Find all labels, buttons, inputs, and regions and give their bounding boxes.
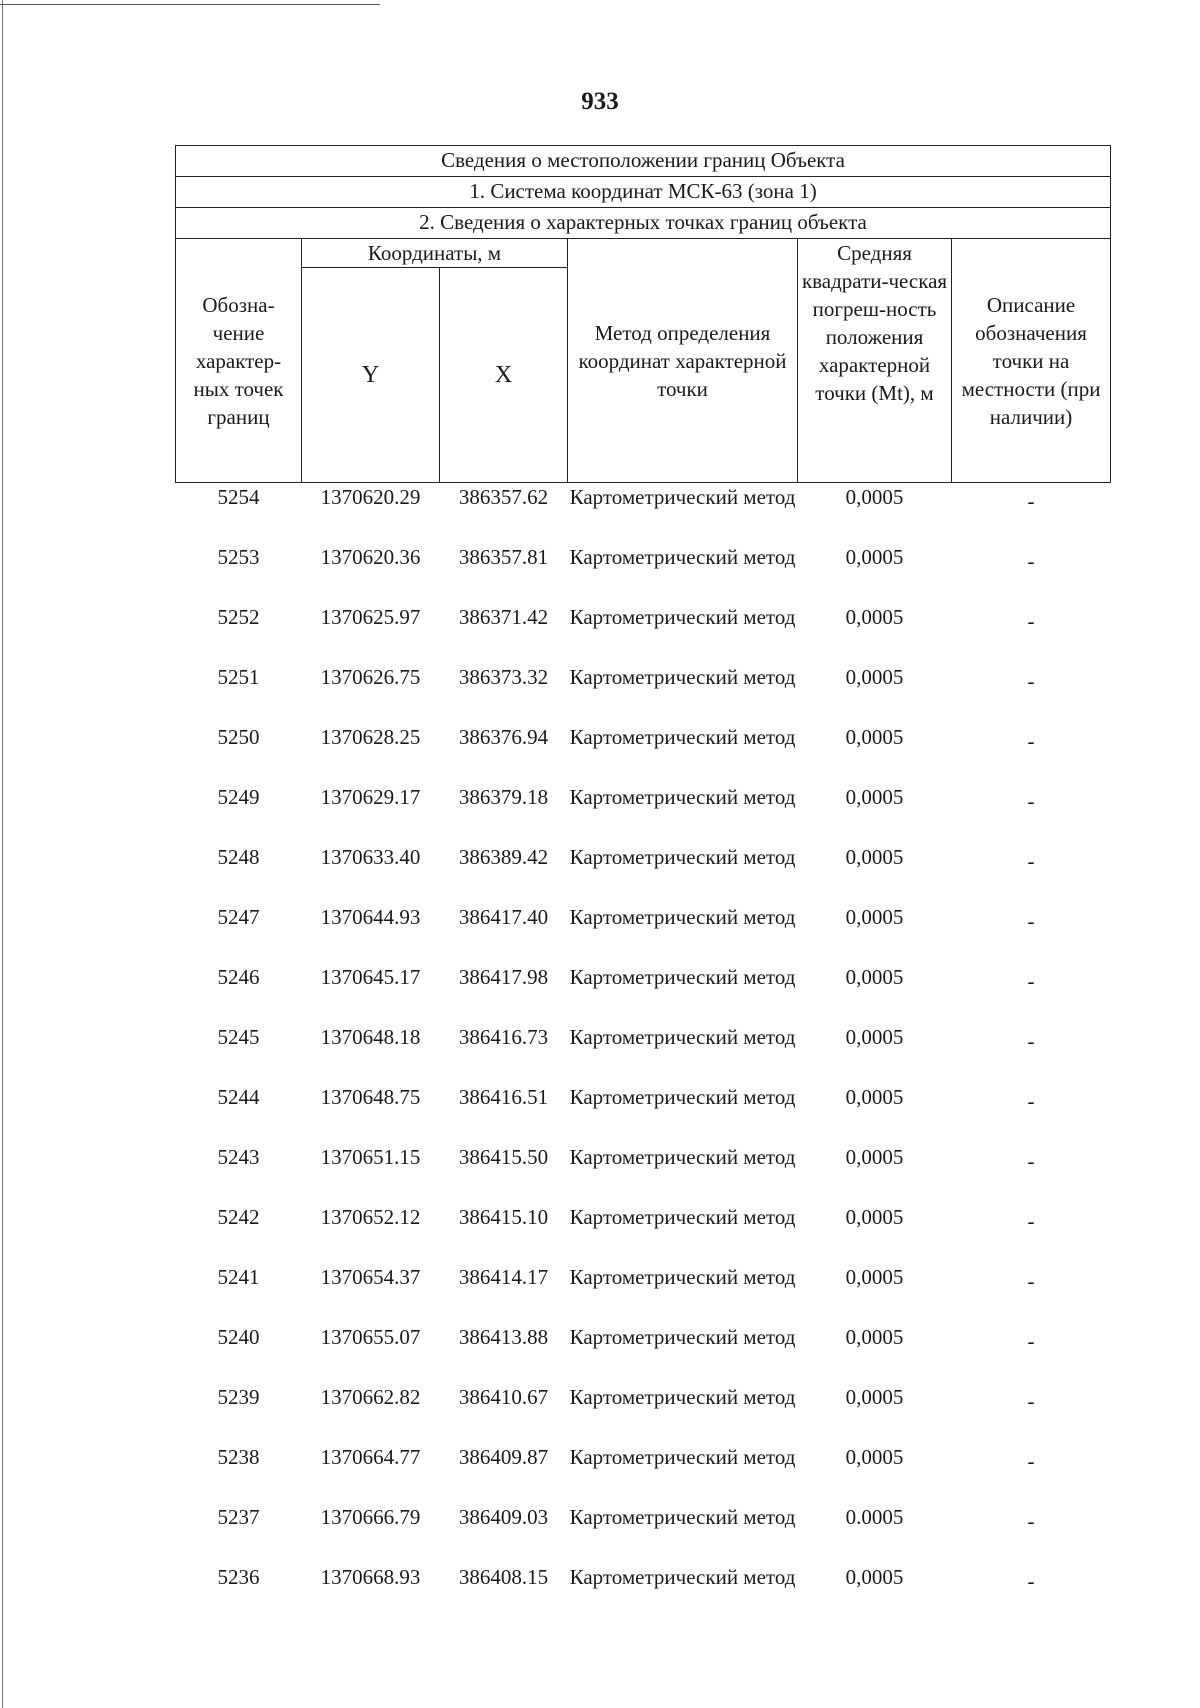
error-value: 0,0005: [845, 665, 904, 689]
description: -: [1027, 1449, 1035, 1473]
coord-y: 1370633.40: [320, 845, 421, 869]
coord-y: 1370666.79: [320, 1505, 421, 1529]
point-id: 5236: [217, 1565, 260, 1589]
coord-y: 1370625.97: [320, 605, 421, 629]
table-row: [176, 603, 1111, 663]
error-value: 0,0005: [845, 1385, 904, 1409]
coord-x: 386408.15: [458, 1565, 549, 1589]
description: -: [1027, 1089, 1035, 1113]
coord-x: 386415.50: [458, 1145, 549, 1169]
error-value: 0,0005: [845, 965, 904, 989]
point-id: 5247: [217, 905, 260, 929]
points-info-row: 2. Сведения о характерных точках границ объекта: [176, 208, 1111, 239]
description: -: [1027, 849, 1035, 873]
method: Картометрический метод: [569, 965, 796, 989]
header-coordinates: Координаты, м: [302, 239, 568, 268]
point-id: 5254: [217, 485, 260, 509]
coord-x: 386416.51: [458, 1085, 549, 1109]
error-value: 0,0005: [845, 1265, 904, 1289]
description: -: [1027, 1329, 1035, 1353]
coord-y: 1370628.25: [320, 725, 421, 749]
coord-x: 386371.42: [458, 605, 549, 629]
description: -: [1027, 1149, 1035, 1173]
method: Картометрический метод: [569, 1325, 796, 1349]
error-value: 0.0005: [845, 1505, 904, 1529]
coord-y: 1370655.07: [320, 1325, 421, 1349]
description: -: [1027, 669, 1035, 693]
method: Картометрический метод: [569, 1385, 796, 1409]
table-row: [176, 483, 1111, 544]
table-row: [176, 1083, 1111, 1143]
description: -: [1027, 789, 1035, 813]
method: Картометрический метод: [569, 1145, 796, 1169]
coord-y: 1370662.82: [320, 1385, 421, 1409]
point-id: 5252: [217, 605, 260, 629]
description: -: [1027, 1569, 1035, 1593]
coord-x: 386357.62: [458, 485, 549, 509]
coord-x: 386417.40: [458, 905, 549, 929]
description: -: [1027, 609, 1035, 633]
method: Картометрический метод: [569, 1565, 796, 1589]
point-id: 5249: [217, 785, 260, 809]
description: -: [1027, 1389, 1035, 1413]
coord-x: 386409.87: [458, 1445, 549, 1469]
coord-y: 1370629.17: [320, 785, 421, 809]
coord-y: 1370664.77: [320, 1445, 421, 1469]
table-row: [176, 1443, 1111, 1503]
error-value: 0,0005: [845, 905, 904, 929]
method: Картометрический метод: [569, 1265, 796, 1289]
method: Картометрический метод: [569, 665, 796, 689]
method: Картометрический метод: [569, 725, 796, 749]
header-x: X: [440, 268, 568, 483]
point-id: 5241: [217, 1265, 260, 1289]
point-id: 5244: [217, 1085, 260, 1109]
point-id: 5239: [217, 1385, 260, 1409]
coord-y: 1370645.17: [320, 965, 421, 989]
error-value: 0,0005: [845, 1565, 904, 1589]
coordinate-system-row: 1. Система координат МСК-63 (зона 1): [176, 177, 1111, 208]
point-id: 5242: [217, 1205, 260, 1229]
error-value: 0,0005: [845, 485, 904, 509]
table-row: [176, 1383, 1111, 1443]
description: -: [1027, 1029, 1035, 1053]
coord-y: 1370652.12: [320, 1205, 421, 1229]
header-error: Средняя квадрати-ческая погреш-ность положения характерной точки (Mt), м: [798, 239, 952, 483]
description: -: [1027, 909, 1035, 933]
method: Картометрический метод: [569, 785, 796, 809]
point-id: 5246: [217, 965, 260, 989]
method: Картометрический метод: [569, 545, 796, 569]
error-value: 0,0005: [845, 545, 904, 569]
table-row: [176, 1203, 1111, 1263]
coord-y: 1370644.93: [320, 905, 421, 929]
table-body: [176, 483, 1111, 1624]
table-row: [176, 1323, 1111, 1383]
table-row: [176, 723, 1111, 783]
header-method: Метод определения координат характерной точки: [568, 239, 798, 483]
point-id: 5248: [217, 845, 260, 869]
error-value: 0,0005: [845, 605, 904, 629]
coord-y: 1370648.18: [320, 1025, 421, 1049]
page-number: 933: [581, 88, 619, 115]
table-row: [176, 1503, 1111, 1563]
method: Картометрический метод: [569, 1025, 796, 1049]
table-row: [176, 903, 1111, 963]
method: Картометрический метод: [569, 1085, 796, 1109]
description: -: [1027, 549, 1035, 573]
point-id: 5250: [217, 725, 260, 749]
description: -: [1027, 969, 1035, 993]
coord-x: 386413.88: [458, 1325, 549, 1349]
method: Картометрический метод: [569, 905, 796, 929]
coord-x: 386414.17: [458, 1265, 549, 1289]
coord-y: 1370651.15: [320, 1145, 421, 1169]
table-row: [176, 1563, 1111, 1623]
error-value: 0,0005: [845, 1025, 904, 1049]
table-row: [176, 1143, 1111, 1203]
description: -: [1027, 1509, 1035, 1533]
coord-y: 1370648.75: [320, 1085, 421, 1109]
coord-x: 386389.42: [458, 845, 549, 869]
coord-x: 386357.81: [458, 545, 549, 569]
method: Картометрический метод: [569, 1505, 796, 1529]
scan-edge-left: [2, 0, 3, 1708]
coord-x: 386415.10: [458, 1205, 549, 1229]
coord-x: 386379.18: [458, 785, 549, 809]
point-id: 5240: [217, 1325, 260, 1349]
method: Картометрический метод: [569, 845, 796, 869]
method: Картометрический метод: [569, 485, 796, 509]
coordinates-table: [175, 145, 1111, 1623]
coord-y: 1370620.29: [320, 485, 421, 509]
header-description: Описание обозначения точки на местности (при наличии): [952, 239, 1111, 483]
error-value: 0,0005: [845, 1205, 904, 1229]
error-value: 0,0005: [845, 725, 904, 749]
coord-x: 386376.94: [458, 725, 549, 749]
error-value: 0,0005: [845, 785, 904, 809]
coord-y: 1370620.36: [320, 545, 421, 569]
table-row: [176, 543, 1111, 603]
point-id: 5253: [217, 545, 260, 569]
coord-x: 386410.67: [458, 1385, 549, 1409]
header-designation: Обозна-чение характер-ных точек границ: [176, 239, 302, 483]
coord-x: 386373.32: [458, 665, 549, 689]
description: -: [1027, 489, 1035, 513]
description: -: [1027, 1269, 1035, 1293]
coord-y: 1370654.37: [320, 1265, 421, 1289]
header-y: Y: [302, 268, 440, 483]
error-value: 0,0005: [845, 1445, 904, 1469]
error-value: 0,0005: [845, 1145, 904, 1169]
table-row: [176, 963, 1111, 1023]
scan-edge-top: [0, 4, 380, 5]
error-value: 0,0005: [845, 1085, 904, 1109]
coord-x: 386416.73: [458, 1025, 549, 1049]
error-value: 0,0005: [845, 1325, 904, 1349]
table-row: [176, 663, 1111, 723]
point-id: 5245: [217, 1025, 260, 1049]
method: Картометрический метод: [569, 1445, 796, 1469]
coord-x: 386409.03: [458, 1505, 549, 1529]
point-id: 5251: [217, 665, 260, 689]
table-title: Сведения о местоположении границ Объекта: [176, 146, 1111, 177]
method: Картометрический метод: [569, 1205, 796, 1229]
point-id: 5243: [217, 1145, 260, 1169]
error-value: 0,0005: [845, 845, 904, 869]
method: Картометрический метод: [569, 605, 796, 629]
coord-y: 1370626.75: [320, 665, 421, 689]
coord-x: 386417.98: [458, 965, 549, 989]
table-row: [176, 1263, 1111, 1323]
table-row: [176, 783, 1111, 843]
coord-y: 1370668.93: [320, 1565, 421, 1589]
description: -: [1027, 729, 1035, 753]
table-row: [176, 843, 1111, 903]
point-id: 5238: [217, 1445, 260, 1469]
description: -: [1027, 1209, 1035, 1233]
point-id: 5237: [217, 1505, 260, 1529]
table-row: [176, 1023, 1111, 1083]
